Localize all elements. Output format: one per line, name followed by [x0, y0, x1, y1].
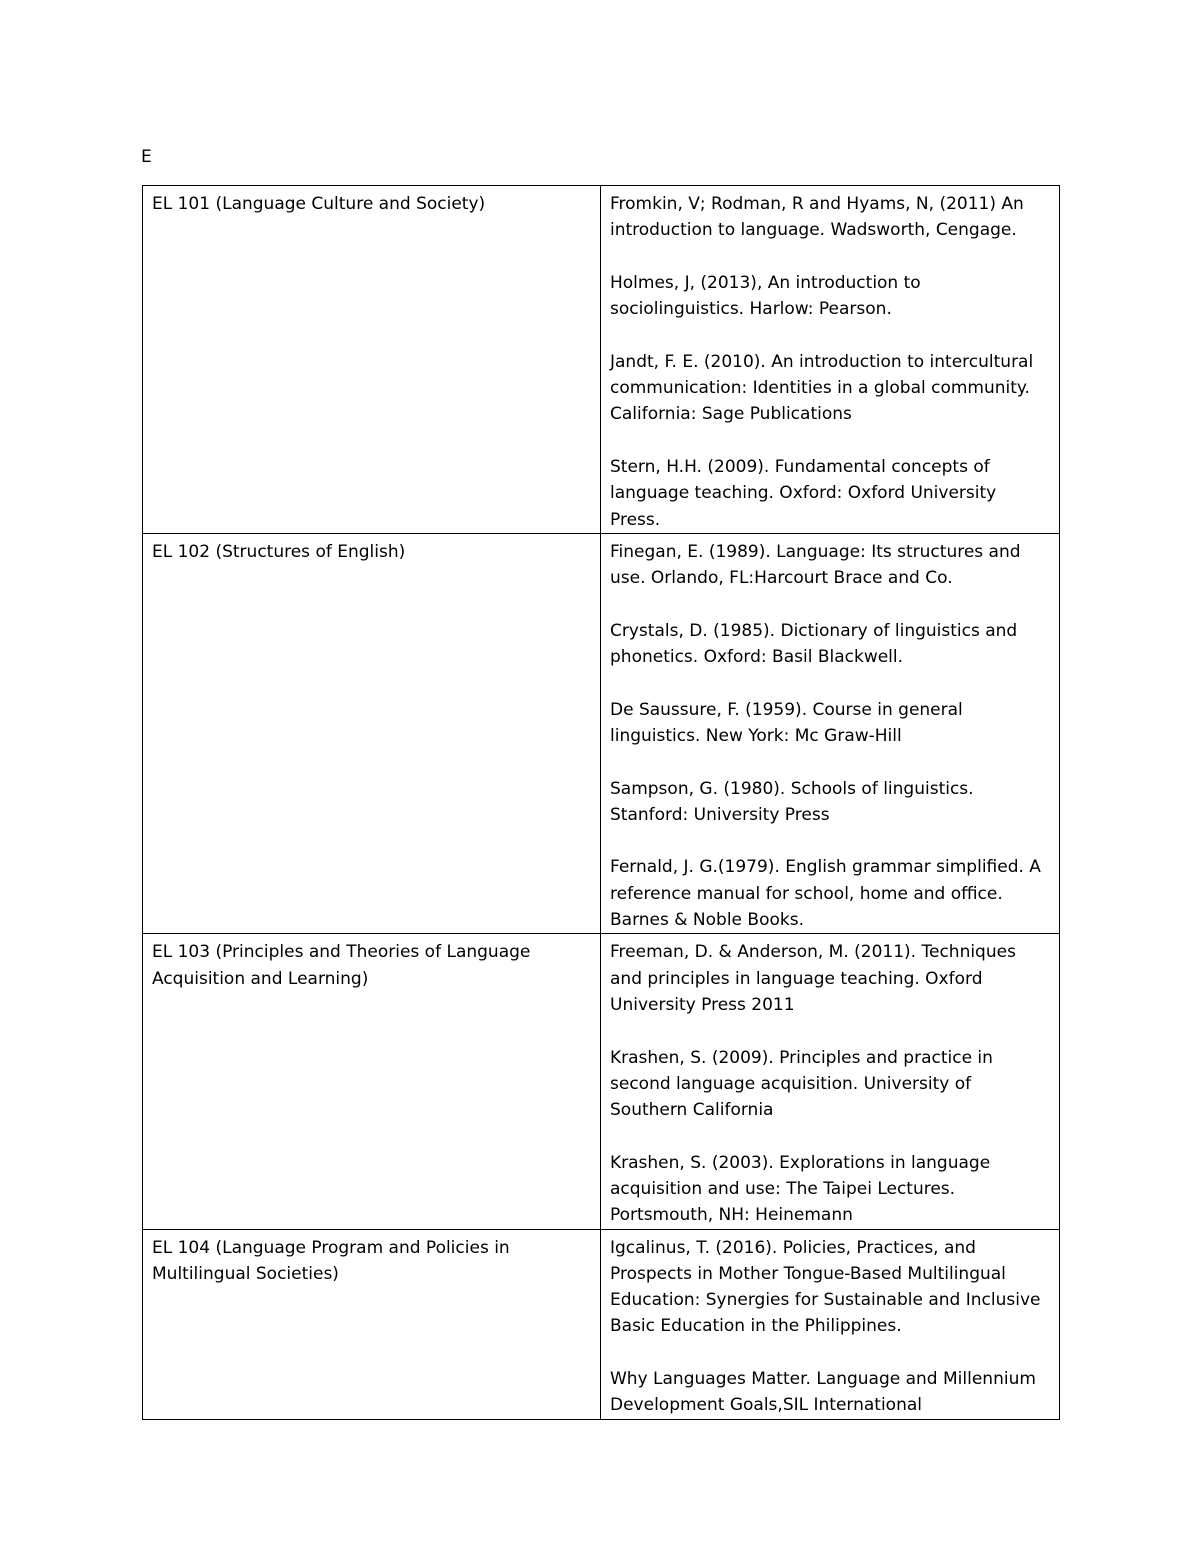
course-title: EL 102 (Structures of English)	[152, 541, 406, 562]
course-cell	[143, 934, 601, 1229]
table-row	[143, 186, 1060, 534]
reference-entry: Holmes, J, (2013), An introduction to sociolinguistics. Harlow: Pearson.	[610, 272, 921, 320]
references-cell	[601, 934, 1060, 1229]
reference-table	[142, 185, 1060, 1420]
reference-entry: Freeman, D. & Anderson, M. (2011). Techniques and principles in language teaching. Oxford University Press 2011	[610, 942, 1016, 1015]
reference-entry: Crystals, D. (1985). Dictionary of linguistics and phonetics. Oxford: Basil Blackwell.	[610, 620, 1018, 668]
reference-entry: Fromkin, V; Rodman, R and Hyams, N, (2011) An introduction to language. Wadsworth, Cengage.	[610, 194, 1024, 241]
course-cell	[143, 1229, 601, 1419]
table-row	[143, 533, 1060, 933]
reference-entry: Krashen, S. (2003). Explorations in language acquisition and use: The Taipei Lectures. Portsmouth, NH: Heinemann	[610, 1152, 991, 1226]
reference-entry: Finegan, E. (1989). Language: Its structures and use. Orlando, FL:Harcourt Brace and Co.	[610, 541, 1021, 589]
table-row	[143, 1229, 1060, 1419]
course-cell	[143, 186, 601, 534]
reference-entry: Krashen, S. (2009). Principles and practice in second language acquisition. University of Southern California	[610, 1047, 993, 1121]
reference-entry: Stern, H.H. (2009). Fundamental concepts of language teaching. Oxford: Oxford University Press.	[610, 456, 997, 530]
reference-entry: Why Languages Matter. Language and Millennium Development Goals,SIL International	[610, 1369, 1036, 1416]
reference-entry: Sampson, G. (1980). Schools of linguistics. Stanford: University Press	[610, 778, 974, 825]
course-cell	[143, 533, 601, 933]
reference-entry: Fernald, J. G.(1979). English grammar simplified. A reference manual for school, home and office. Barnes & Noble Books.	[610, 857, 1041, 931]
references-cell	[601, 1229, 1060, 1419]
references-cell	[601, 533, 1060, 933]
page-letter: E	[141, 147, 152, 167]
references-cell	[601, 186, 1060, 534]
reference-entry: Jandt, F. E. (2010). An introduction to intercultural communication: Identities in a global community. California: Sage Publications	[610, 351, 1034, 425]
course-title: EL 101 (Language Culture and Society)	[152, 194, 486, 214]
reference-entry: De Saussure, F. (1959). Course in general linguistics. New York: Mc Graw-Hill	[610, 699, 963, 746]
table-row	[143, 934, 1060, 1229]
reference-entry: Igcalinus, T. (2016). Policies, Practices, and Prospects in Mother Tongue-Based Multilingual Education: Synergies for Sustainable and Inclusive Basic Education in the Philippines.	[610, 1237, 1041, 1337]
course-title: EL 103 (Principles and Theories of Language Acquisition and Learning)	[152, 942, 531, 989]
course-title: EL 104 (Language Program and Policies in Multilingual Societies)	[152, 1237, 510, 1284]
